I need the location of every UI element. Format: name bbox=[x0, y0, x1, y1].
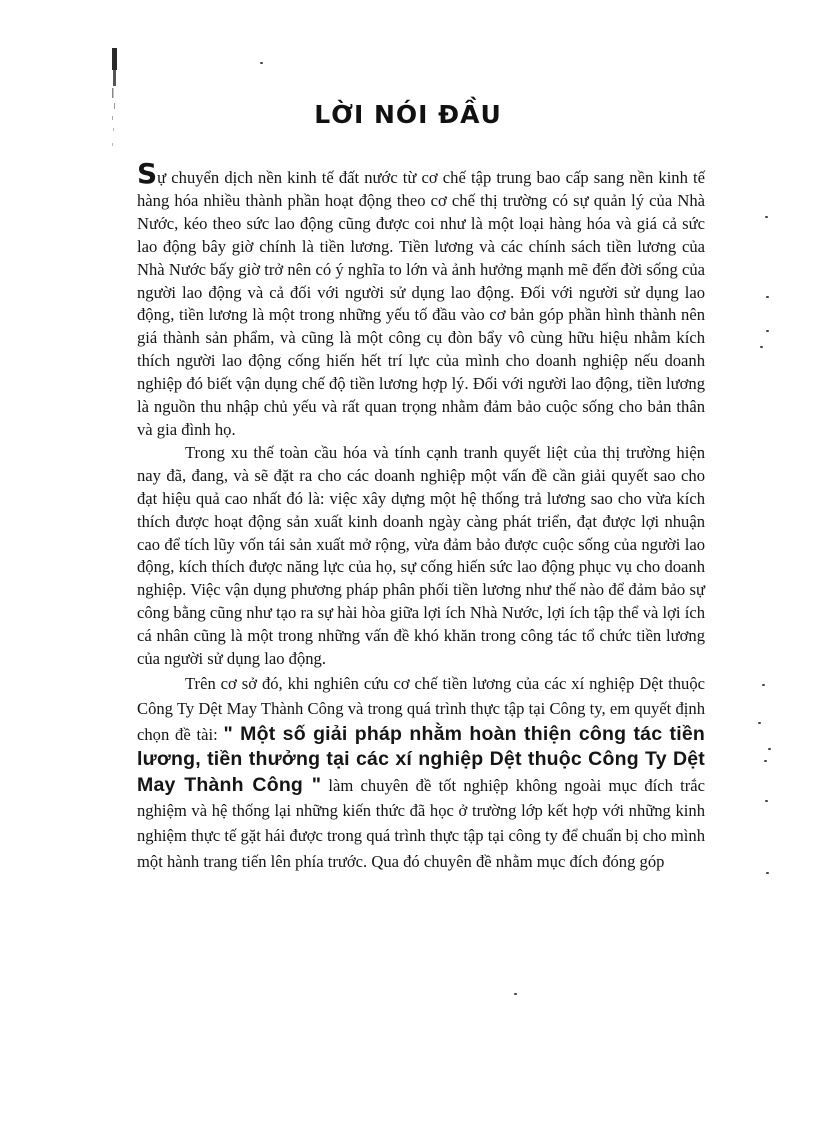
paragraph-1 bbox=[137, 157, 705, 442]
scan-speck bbox=[764, 760, 767, 762]
paragraph-2: Trong xu thế toàn cầu hóa và tính cạnh tranh quyết liệt của thị trường hiện nay đã, đang, và sẽ đặt ra cho các doanh nghiệp một vấn đề cần giải quyết sao cho đạt hiệu quả cao nhất đó là: việc xây dựng một hệ thống trả lương sao cho vừa kích thích được hoạt động sản xuất kinh doanh ngày càng phát triển, đạt được lợi nhuận cao để tích lũy vốn tái sản xuất mở rộng, vừa đảm bảo được cuộc sống của người lao động, kích thích được năng lực của họ, sự cống hiến sức lao động phục vụ cho doanh nghiệp. Việc vận dụng phương pháp phân phối tiền lương như thế nào để đảm bảo sự công bằng cũng như tạo ra sự hài hòa giữa lợi ích Nhà Nước, lợi ích tập thể và lợi ích cá nhân cũng là một trong những vấn đề khó khăn trong công tác tổ chức tiền lương của người sử dụng lao động. bbox=[137, 442, 705, 669]
page-title: LỜI NÓI ĐẦU bbox=[314, 100, 502, 129]
scan-speck bbox=[766, 330, 769, 332]
drop-cap: S bbox=[137, 157, 158, 190]
thesis-topic-title: " Một số giải pháp nhằm hoàn thiện công tác tiền lương, tiền thưởng tại các xí nghiệp Dệt thuộc Công Ty Dệt May Thành Công " bbox=[137, 722, 705, 796]
scan-speck bbox=[760, 346, 763, 348]
paragraph-3 bbox=[137, 671, 705, 874]
scan-speck bbox=[768, 748, 771, 750]
paragraph-3-continuation: làm chuyên đề tốt nghiệp không ngoài mục đích trắc nghiệm và hệ thống lại những kiến thức đã học ở trường lớp kết hợp với những kinh nghiệm thực tế gặt hái được trong quá trình thực tập tại công ty để chuẩn bị cho mình một hành trang tiến lên phía trước. Qua đó chuyên đề nhằm mục đích đóng góp bbox=[137, 775, 705, 871]
paragraph-1-text: ự chuyển dịch nền kinh tế đất nước từ cơ chế tập trung bao cấp sang nền kinh tế hàng hóa nhiều thành phần hoạt động theo cơ chế thị trường có sự quản lý của Nhà Nước, kéo theo sức lao động cũng được coi như là một loại hàng hóa và giá cả sức lao động bây giờ chính là tiền lương. Tiền lương và các chính sách tiền lương của Nhà Nước bấy giờ trở nên có ý nghĩa to lớn và ảnh hưởng mạnh mẽ đến đời sống của người lao động và cả đối với người sử dụng lao động. Đối với người sử dụng lao động, tiền lương là một trong những yếu tố đầu vào cơ bản góp phần hình thành nên giá thành sản phẩm, và cũng là một công cụ đòn bẩy vô cùng hữu hiệu nhằm kích thích người lao động cống hiến hết trí lực của mình cho doanh nghiệp nếu doanh nghiệp đó biết vận dụng chế độ tiền lương hợp lý. Đối với người lao động, tiền lương là nguồn thu nhập chủ yếu và rất quan trọng nhằm đảm bảo cuộc sống cho bản thân và gia đình họ. bbox=[137, 168, 705, 439]
document-body bbox=[137, 157, 705, 874]
scan-speck bbox=[762, 684, 765, 686]
scan-speck bbox=[514, 993, 517, 995]
scan-speck bbox=[766, 296, 769, 298]
scan-speck bbox=[260, 62, 263, 64]
scan-speck bbox=[766, 872, 769, 874]
scan-speck bbox=[758, 722, 761, 724]
scan-speck bbox=[765, 800, 768, 802]
scan-speck bbox=[765, 216, 768, 218]
paragraph-3-intro: Trên cơ sở đó, khi nghiên cứu cơ chế tiền lương của các xí nghiệp Dệt thuộc Công Ty Dệt May Thành Công và trong quá trình thực tập tại Công ty, em quyết định chọn đề tài: bbox=[137, 673, 705, 744]
